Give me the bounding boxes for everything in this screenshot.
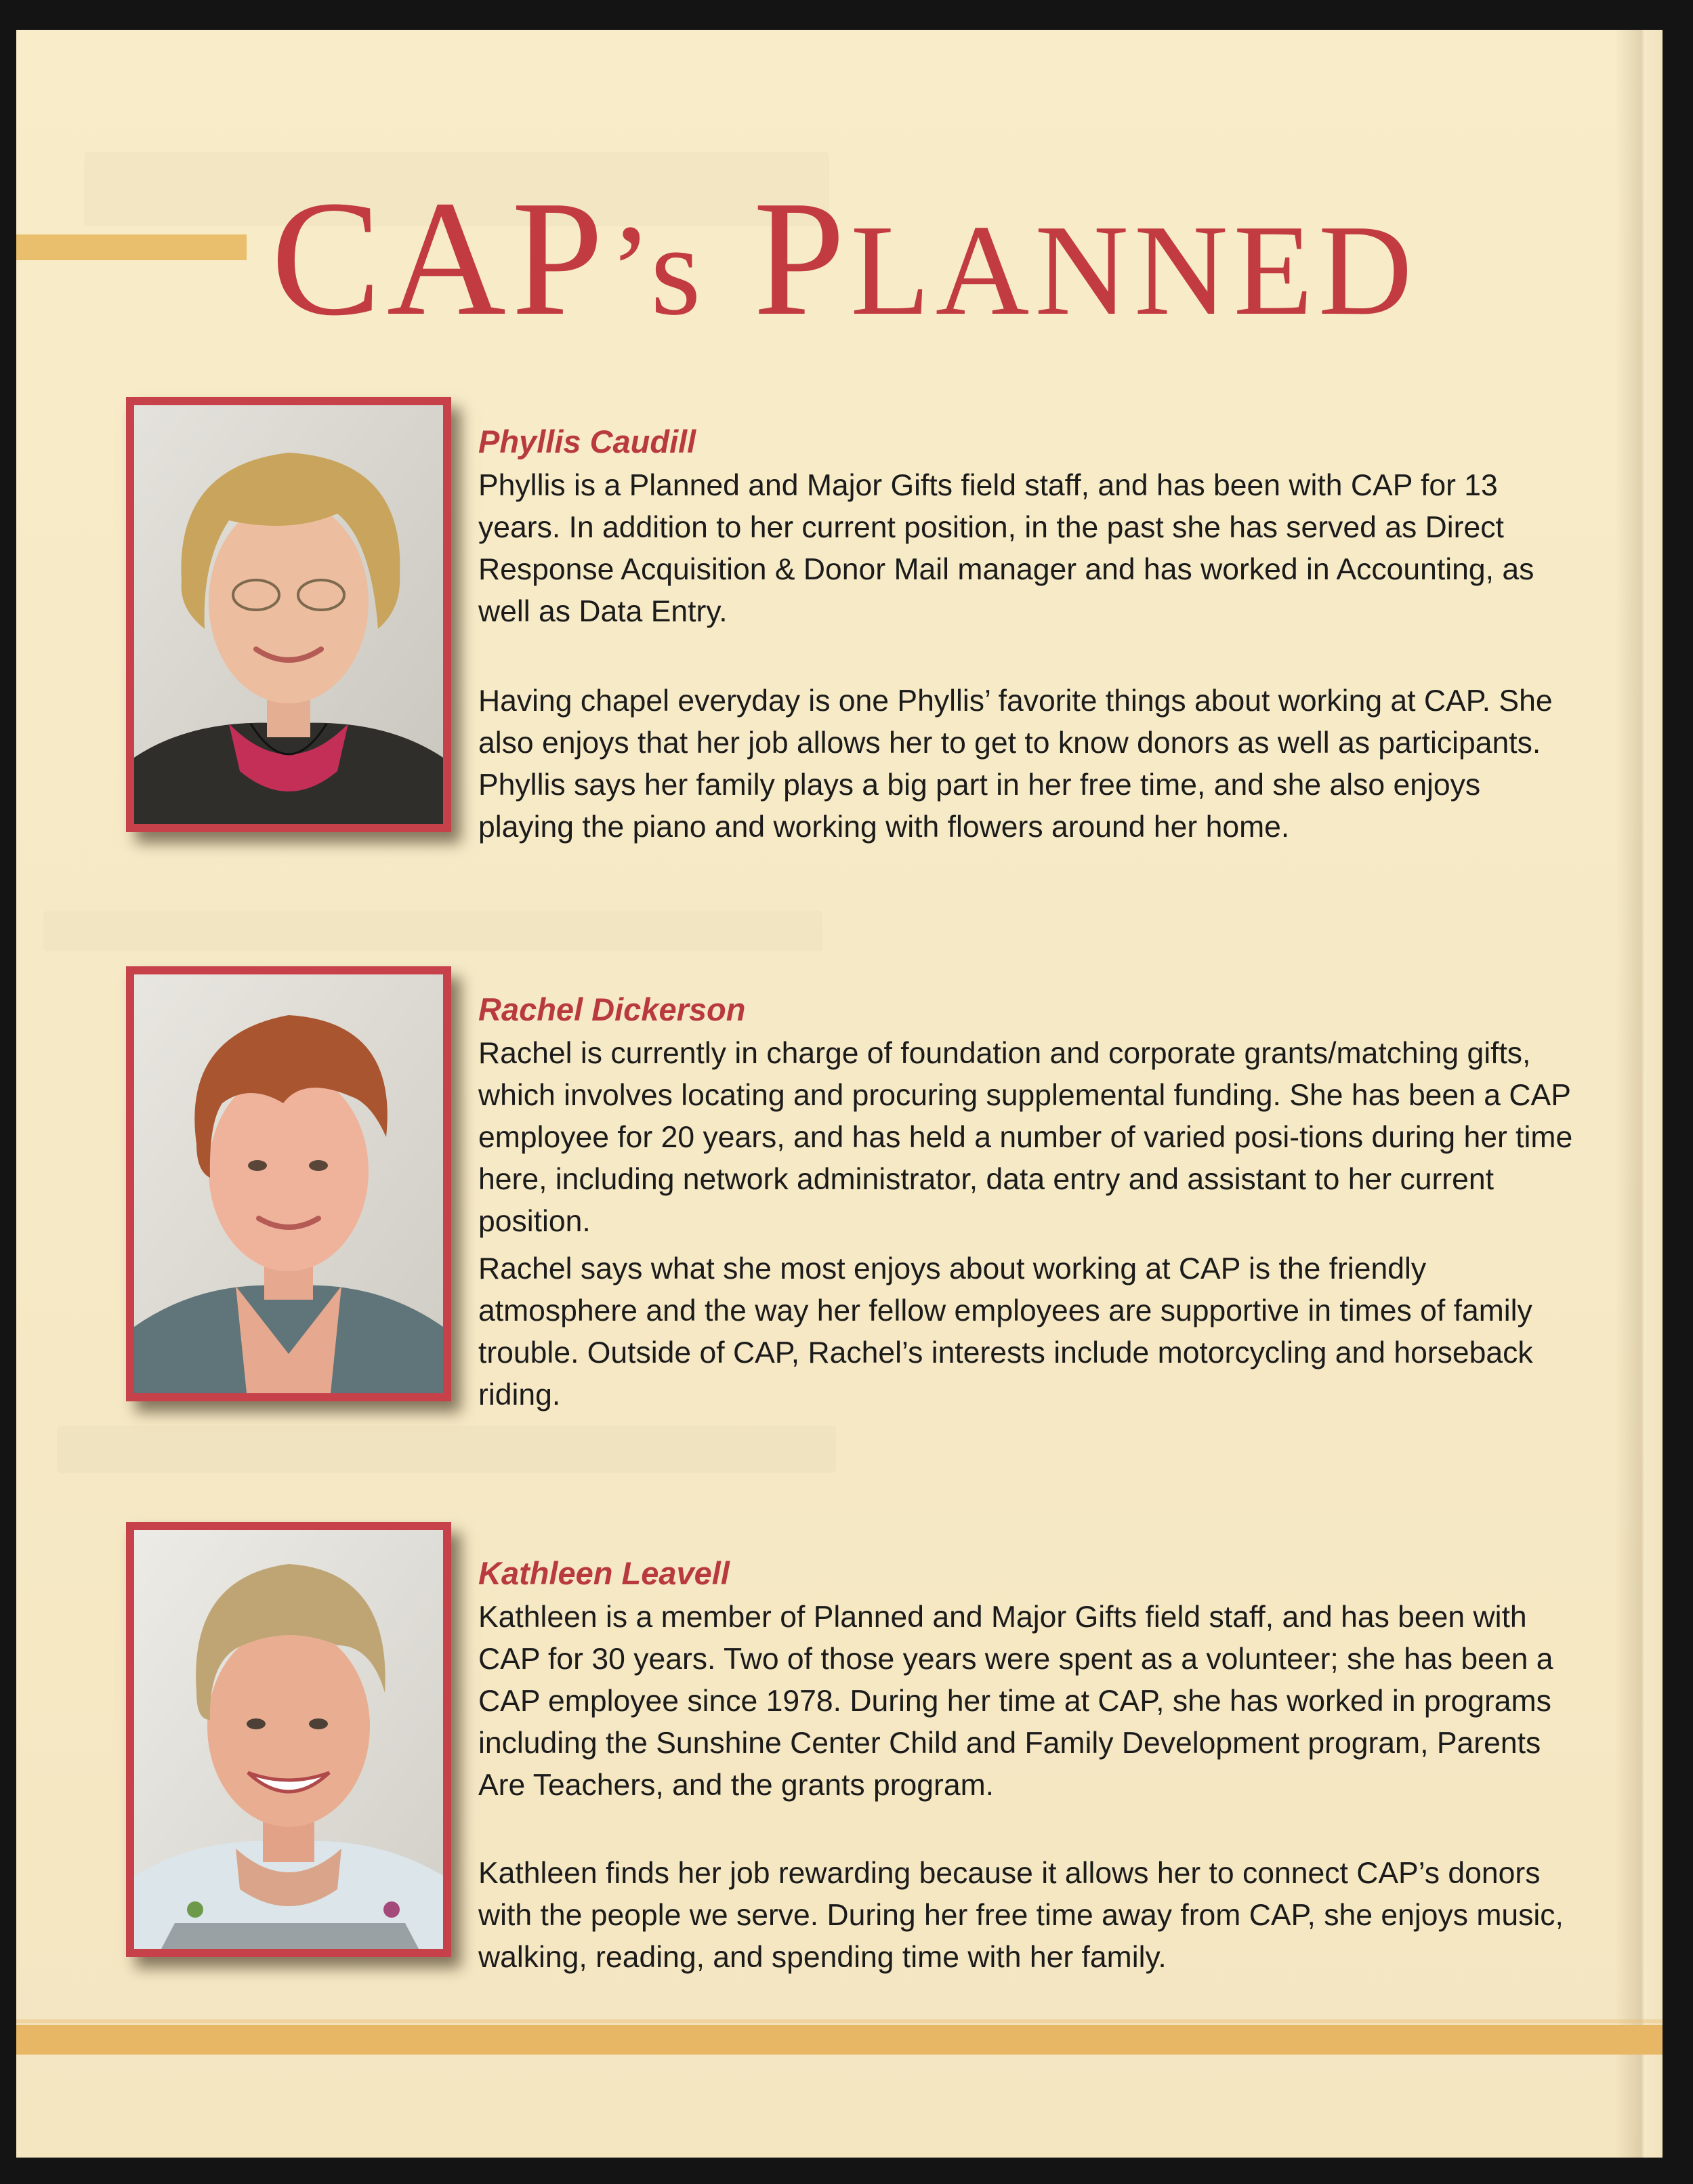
title-cap: CAP [271, 167, 609, 350]
bio-paragraph: Kathleen is a member of Planned and Major Gifts field staff, and has been with CAP for 30 years. Two of those years were spent as a volunteer; she has been a CAP employee since 1978. During her time at CAP, she has worked in programs including the Sunshine Center Child and Family Development program, Parents Are Teachers, and the grants program. [478, 1601, 1553, 1802]
bio-paragraph: Rachel is currently in charge of foundation and corporate grants/matching gifts, which involves locating and procuring supplemental funding. She has been a CAP employee for 20 years, and has held a number of varied posi-tions during her time here, including network administrator, data entry and assistant to her current position. [478, 1037, 1573, 1238]
binding-gutter [1615, 30, 1663, 2158]
footer-accent-line [16, 2019, 1663, 2023]
staff-name: Phyllis Caudill [478, 424, 696, 459]
bio-paragraph: Phyllis is a Planned and Major Gifts field staff, and has been with CAP for 13 years. In addition to her current position, in the past she has served as Direct Response Acquisition & Donor Mail manager and has worked in Accounting, as well as Data Entry. [478, 469, 1534, 628]
show-through-block [57, 1426, 836, 1473]
newsletter-page [16, 30, 1663, 2158]
portrait-photo-icon [134, 974, 443, 1393]
show-through-block [43, 911, 822, 951]
bio-paragraph: Having chapel everyday is one Phyllis’ favorite things about working at CAP. She also enjoys that her job allows her to get to know donors as well as participants. Phyllis says her family plays a big part in her free time, and she also enjoys playing the piano and working with flowers around her home. [478, 684, 1553, 844]
bio-paragraph: Kathleen finds her job rewarding because it allows her to connect CAP’s donors with the people we serve. During her free time away from CAP, she enjoys music, walking, reading, and spending time with her family. [478, 1857, 1564, 1974]
portrait-photo-icon [134, 1530, 443, 1949]
footer-accent-band [16, 2025, 1663, 2055]
portrait-photo-icon [126, 1522, 451, 1957]
portrait-photo-icon [126, 397, 451, 832]
staff-name: Rachel Dickerson [478, 991, 746, 1027]
bio-paragraph: Rachel says what she most enjoys about working at CAP is the friendly atmosphere and the way her fellow employees are supportive in times of family trouble. Outside of CAP, Rachel’s interests include motorcycling and horseback riding. [478, 1252, 1533, 1412]
portrait-photo-icon [134, 405, 443, 824]
staff-name: Kathleen Leavell [478, 1555, 730, 1591]
portrait-photo-icon [126, 966, 451, 1401]
title-initial-p: P [753, 167, 851, 350]
page-title [271, 167, 1418, 350]
title-lanned: LANNED [850, 198, 1418, 342]
title-accent-bar [16, 234, 247, 260]
title-possessive: ’s [608, 198, 707, 342]
